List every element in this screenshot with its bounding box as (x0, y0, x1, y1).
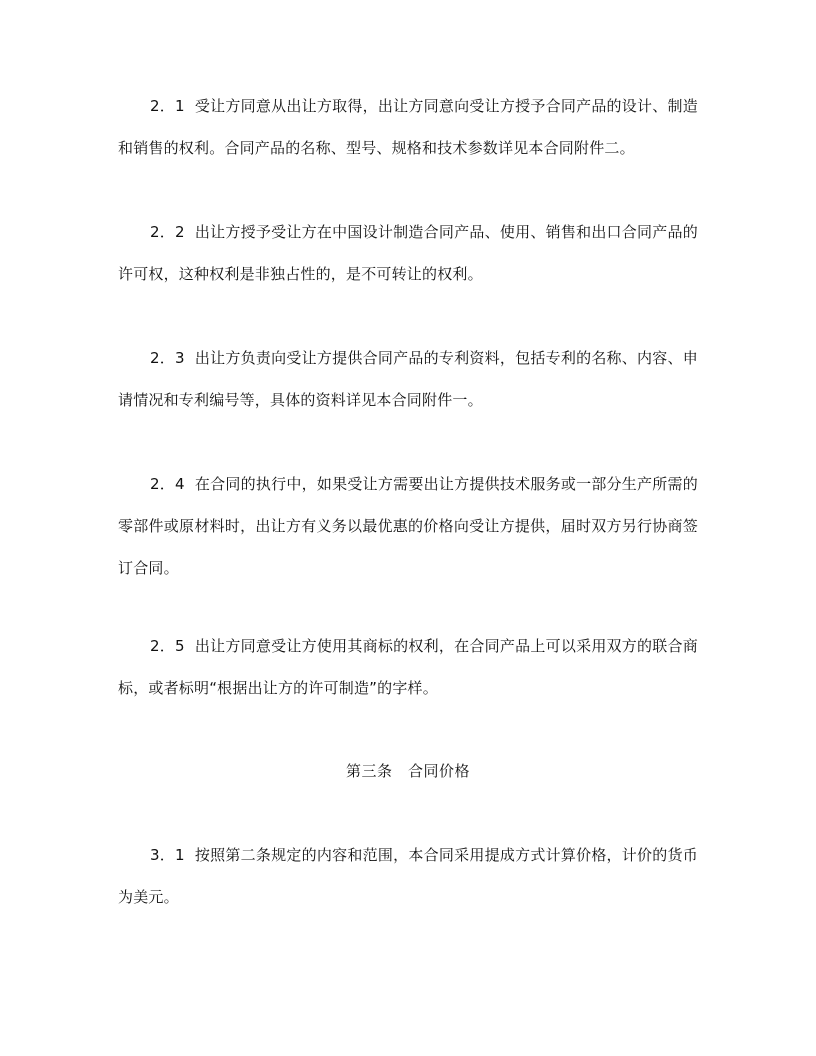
clause-text: 受让方同意从出让方取得，出让方同意向受让方授予合同产品的设计、制造和销售的权利。合同产品的名称、型号、规格和技术参数详见本合同附件二。 (118, 97, 699, 157)
clause-number: 2．3 (150, 349, 185, 367)
clause-3-1 (118, 834, 698, 918)
clause-number: 2．4 (150, 475, 185, 493)
clause-text: 按照第二条规定的内容和范围，本合同采用提成方式计算价格，计价的货币为美元。 (118, 846, 699, 906)
clause-text: 出让方负责向受让方提供合同产品的专利资料，包括专利的名称、内容、申请情况和专利编号等，具体的资料详见本合同附件一。 (118, 349, 699, 409)
clause-2-5 (118, 625, 698, 709)
clause-2-2 (118, 211, 698, 295)
clause-number: 2．5 (150, 637, 185, 655)
clause-number: 2．2 (150, 223, 185, 241)
clause-text: 出让方同意受让方使用其商标的权利，在合同产品上可以采用双方的联合商标，或者标明“根据出让方的许可制造”的字样。 (118, 637, 699, 697)
clause-text: 出让方授予受让方在中国设计制造合同产品、使用、销售和出口合同产品的许可权，这种权利是非独占性的，是不可转让的权利。 (118, 223, 699, 283)
clause-text: 在合同的执行中，如果受让方需要出让方提供技术服务或一部分生产所需的零部件或原材料时，出让方有义务以最优惠的价格向受让方提供，届时双方另行协商签订合同。 (118, 475, 699, 577)
section-heading: 第三条 合同价格 (345, 762, 470, 780)
clause-2-3 (118, 337, 698, 421)
clause-number: 2．1 (150, 97, 185, 115)
clause-2-1 (118, 85, 698, 169)
clause-2-4 (118, 463, 698, 589)
clause-number: 3．1 (150, 846, 185, 864)
